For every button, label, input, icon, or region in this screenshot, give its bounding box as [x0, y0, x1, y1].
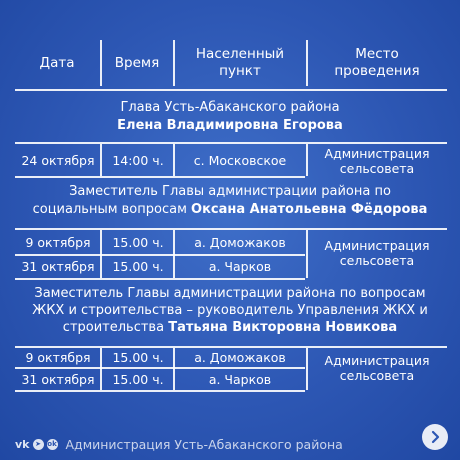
col-divider: [100, 348, 102, 390]
header-underline: [15, 89, 447, 91]
section-3-role-end: строительства: [62, 320, 165, 335]
row-venue: Администрация сельсовета: [324, 146, 430, 176]
row-time: 14:00 ч.: [112, 152, 164, 168]
telegram-icon[interactable]: ➤: [33, 439, 44, 450]
row-divider: [15, 278, 305, 280]
row-date: 24 октября: [21, 152, 95, 168]
row-divider: [15, 176, 305, 178]
section-2-role: Заместитель Главы администрации района по: [69, 184, 391, 199]
col-divider: [306, 144, 308, 176]
footer-text: Администрация Усть-Абаканского района: [65, 436, 343, 452]
next-arrow-button[interactable]: [422, 424, 448, 450]
col-divider: [306, 230, 308, 278]
section-3-name: Татьяна Викторовна Новикова: [168, 320, 398, 335]
row-time: 15.00 ч.: [112, 258, 164, 274]
section-3-title: [0, 285, 460, 336]
vk-icon[interactable]: vk: [15, 437, 30, 451]
section-2-title: [0, 183, 460, 219]
table-header: [15, 40, 447, 86]
col-divider: [100, 230, 102, 278]
row-date: 31 октября: [21, 258, 95, 274]
row-divider: [15, 390, 305, 392]
row-time: 15.00 ч.: [112, 349, 164, 365]
row-time: 15.00 ч.: [112, 371, 164, 387]
row-place: а. Доможаков: [194, 234, 286, 250]
header-time: Время: [114, 54, 160, 71]
row-date: 9 октября: [25, 234, 91, 250]
row-venue: Администрация сельсовета: [324, 238, 430, 268]
social-icons: [15, 438, 58, 451]
row-place: а. Доможаков: [194, 349, 286, 365]
header-divider: [100, 40, 102, 86]
header-divider: [306, 40, 308, 86]
row-venue: Администрация сельсовета: [324, 353, 430, 383]
col-divider: [100, 144, 102, 176]
section-2-role-cont: социальным вопросам: [32, 202, 187, 217]
row-place: а. Чарков: [208, 371, 272, 387]
section-3-role: Заместитель Главы администрации района по вопросам: [34, 286, 426, 301]
row-divider: [15, 228, 447, 230]
section-3-role-cont: ЖКХ и строительства – руководитель Управления ЖКХ и: [32, 303, 428, 318]
section-1-name: Елена Владимировна Егорова: [117, 118, 343, 133]
col-divider: [173, 144, 175, 176]
col-divider: [173, 230, 175, 278]
row-date: 9 октября: [25, 349, 91, 365]
section-2-name: Оксана Анатольевна Фёдорова: [191, 202, 428, 217]
col-divider: [306, 348, 308, 390]
col-divider: [173, 348, 175, 390]
header-date: Дата: [39, 54, 75, 71]
row-time: 15.00 ч.: [112, 234, 164, 250]
section-1-role: Глава Усть-Абаканского района: [120, 100, 340, 115]
chevron-right-icon: [428, 430, 442, 444]
section-1-title: [0, 99, 460, 135]
header-divider: [173, 40, 175, 86]
header-place: Населенный пункт: [195, 46, 285, 79]
row-place: с. Московское: [193, 152, 287, 168]
row-date: 31 октября: [21, 371, 95, 387]
row-place: а. Чарков: [208, 258, 272, 274]
header-venue: Место проведения: [334, 46, 420, 79]
footer: [15, 434, 343, 454]
odnoklassniki-icon[interactable]: ok: [47, 440, 57, 448]
